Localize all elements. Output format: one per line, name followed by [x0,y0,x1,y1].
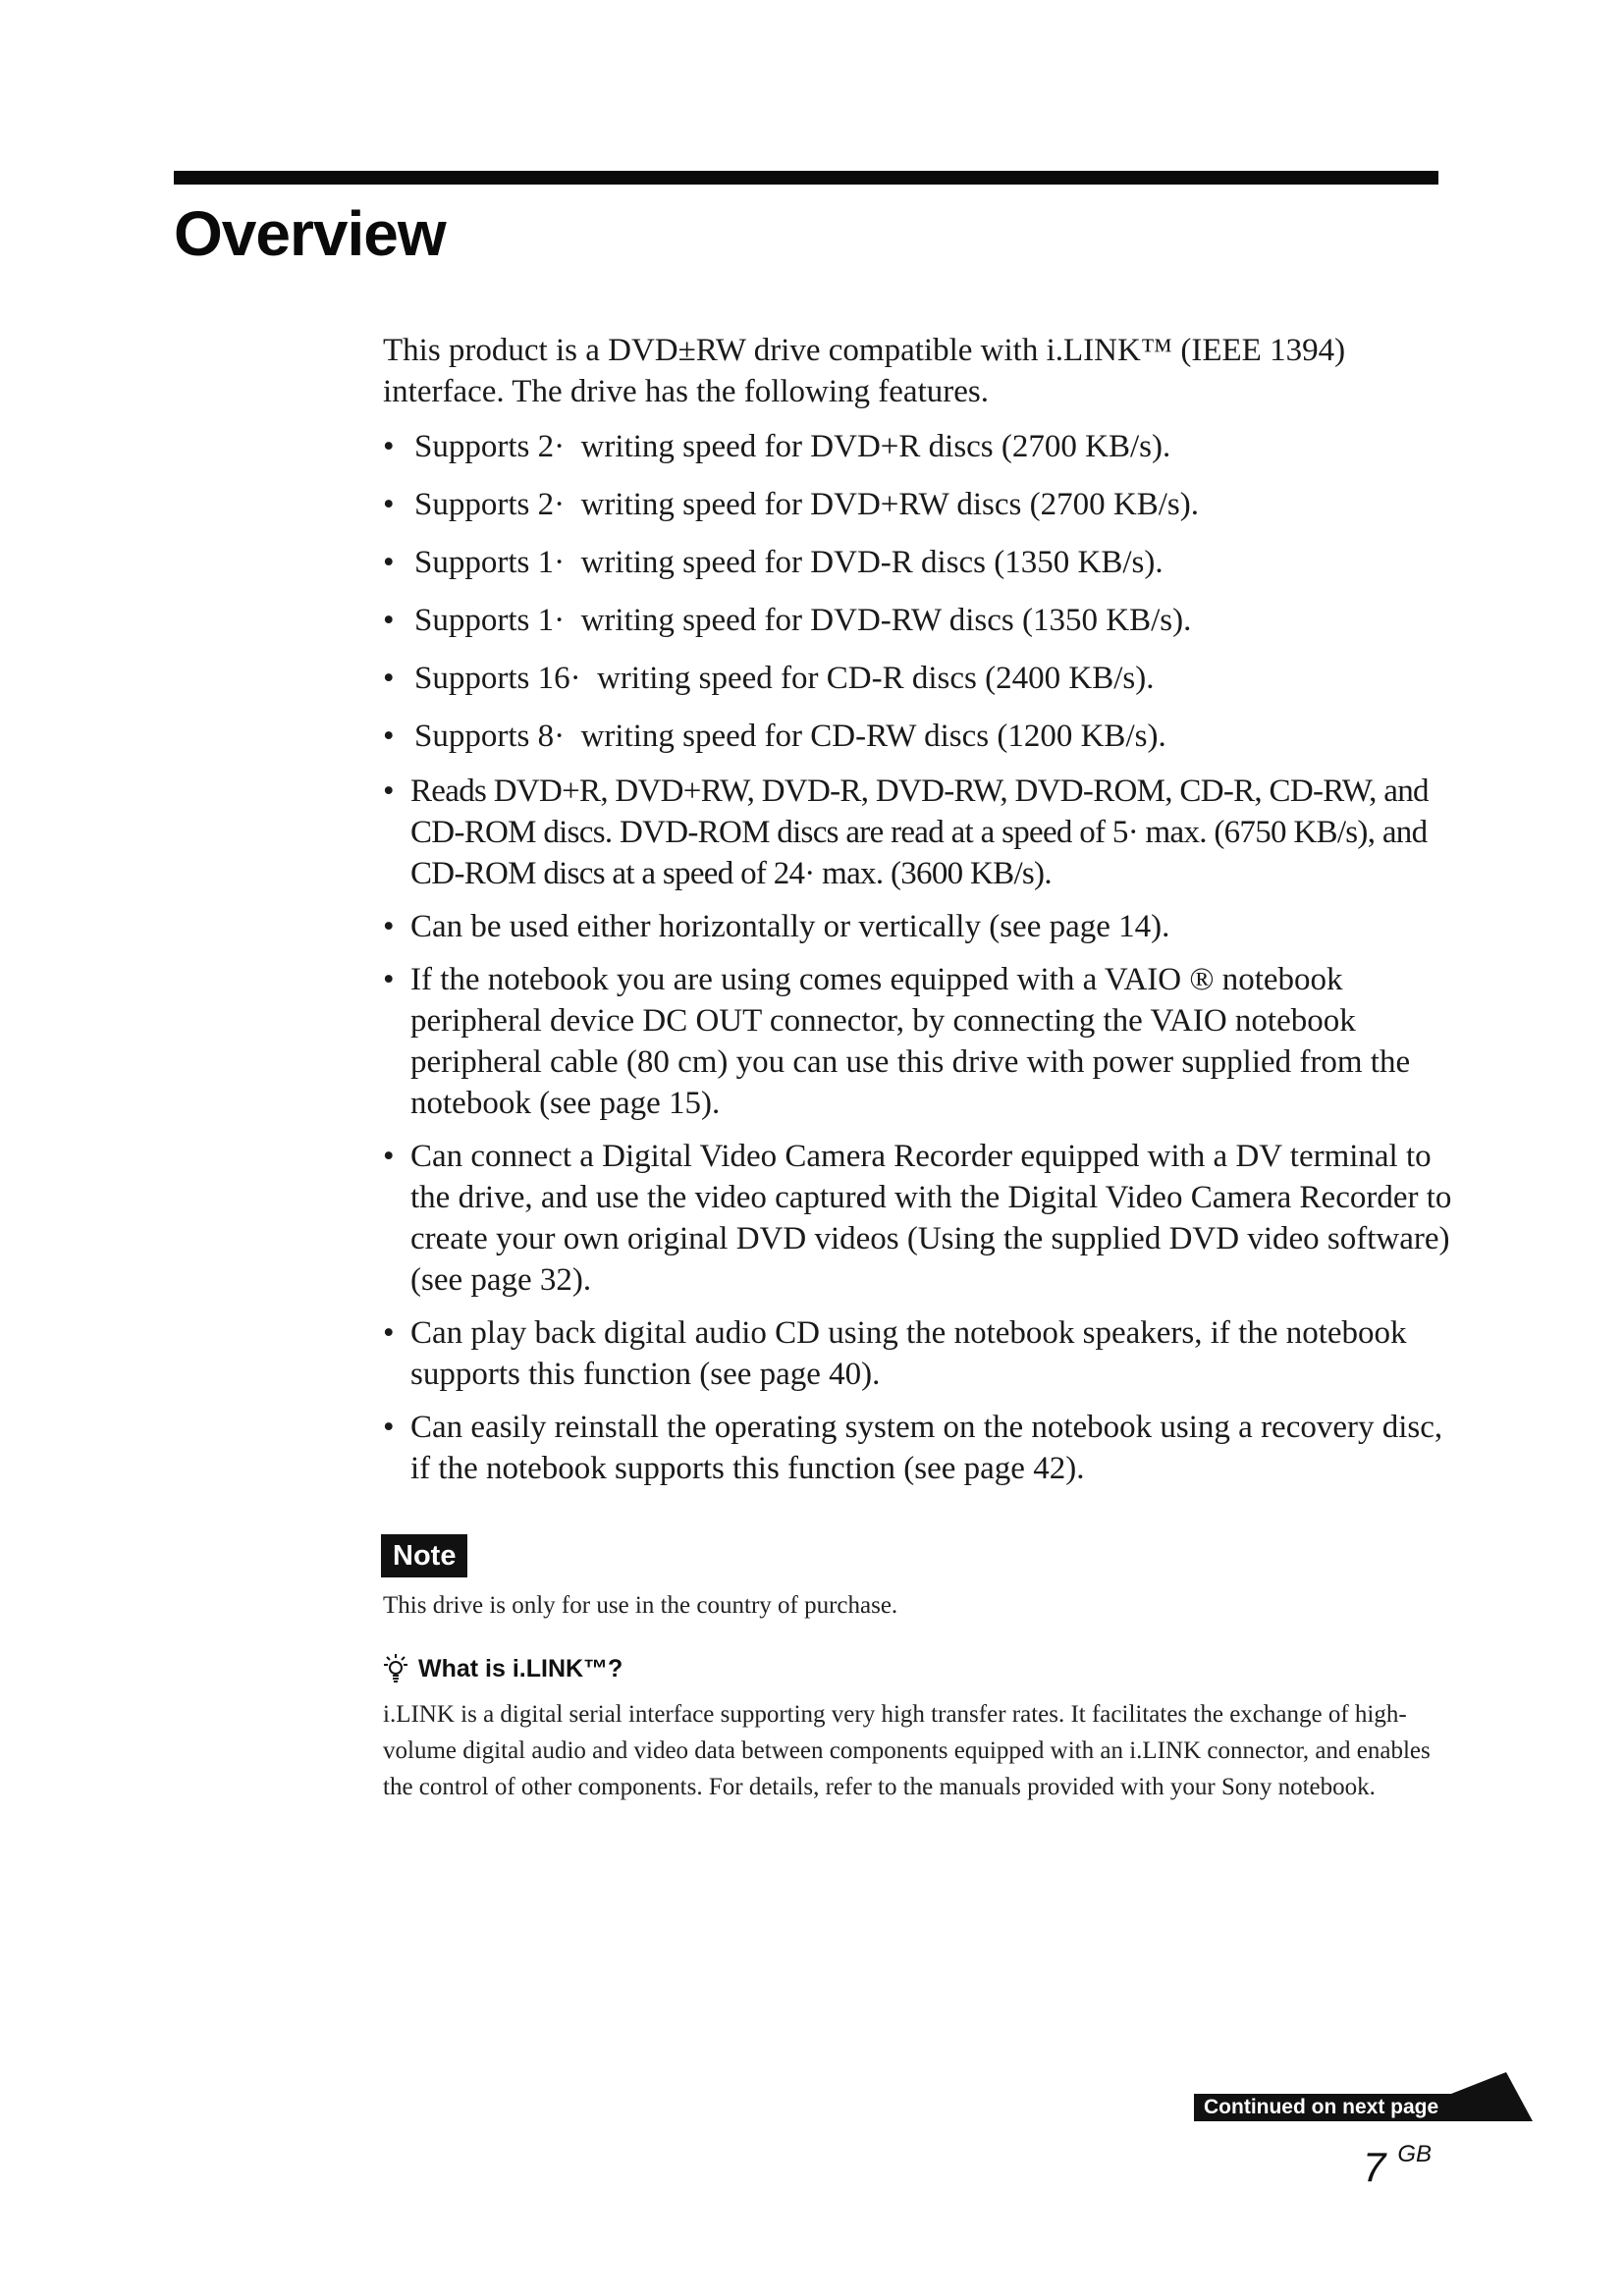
speed-feature-list [383,426,1453,757]
main-content [383,330,1453,1805]
list-item: • If the notebook you are using comes equipped with a VAIO ® notebook peripheral device DC OUT connector, by connecting the VAIO notebook peripheral cable (80 cm) you can use this drive with power supplied from the notebook (see page 15). [383,962,1411,1121]
page-title: Overview [174,198,446,269]
header-rule [174,171,1438,185]
continued-banner [1194,2072,1533,2123]
list-item: • Can easily reinstall the operating system on the notebook using a recovery disc, if the notebook supports this function (see page 42). [383,1410,1443,1486]
page-number: 7 $^{GB}$ [1363,2141,1433,2190]
tip-heading [383,1653,1453,1684]
list-item: • Supports 16· writing speed for CD-R discs (2400 KB/s). [383,661,1155,696]
list-item: • Supports 2· writing speed for DVD+RW discs (2700 KB/s). [383,487,1199,522]
intro-paragraph: This product is a DVD±RW drive compatible with i.LINK™ (IEEE 1394) interface. The drive has the following features. [383,333,1346,409]
note-text: This drive is only for use in the country of purchase. [383,1592,898,1619]
tip-section [383,1653,1453,1805]
list-item: • Can play back digital audio CD using the notebook speakers, if the notebook supports this function (see page 40). [383,1315,1407,1392]
list-item: • Reads DVD+R, DVD+RW, DVD-R, DVD-RW, DVD-ROM, CD-R, CD-RW, and CD-ROM discs. DVD-ROM discs are read at a speed of 5· max. (6750 KB/s), and CD-ROM discs at a speed of 24· max. (3600 KB/s). [383,774,1429,891]
list-item: • Supports 1· writing speed for DVD-RW discs (1350 KB/s). [383,603,1192,638]
list-item: • Can be used either horizontally or vertically (see page 14). [383,909,1170,944]
tip-text: i.LINK is a digital serial interface supporting very high transfer rates. It facilitates the exchange of high-volume digital audio and video data between components equipped with an i.LINK connector, and enables the control of other components. For details, refer to the manuals provided with your Sony notebook. [383,1701,1431,1800]
continued-label: Continued on next page [1204,2096,1439,2118]
tip-title: What is i.LINK™? [418,1654,623,1682]
list-item: • Supports 1· writing speed for DVD-R discs (1350 KB/s). [383,545,1164,580]
note-label: Note [381,1534,467,1577]
list-item: • Supports 2· writing speed for DVD+R discs (2700 KB/s). [383,429,1171,464]
list-item: • Supports 8· writing speed for CD-RW discs (1200 KB/s). [383,719,1166,754]
lightbulb-icon [383,1653,408,1684]
other-feature-list [383,771,1453,1489]
list-item: • Can connect a Digital Video Camera Recorder equipped with a DV terminal to the drive, and use the video captured with the Digital Video Camera Recorder to create your own original DVD videos (Using the supplied DVD video software) (see page 32). [383,1139,1452,1298]
note-section [383,1534,1453,1624]
